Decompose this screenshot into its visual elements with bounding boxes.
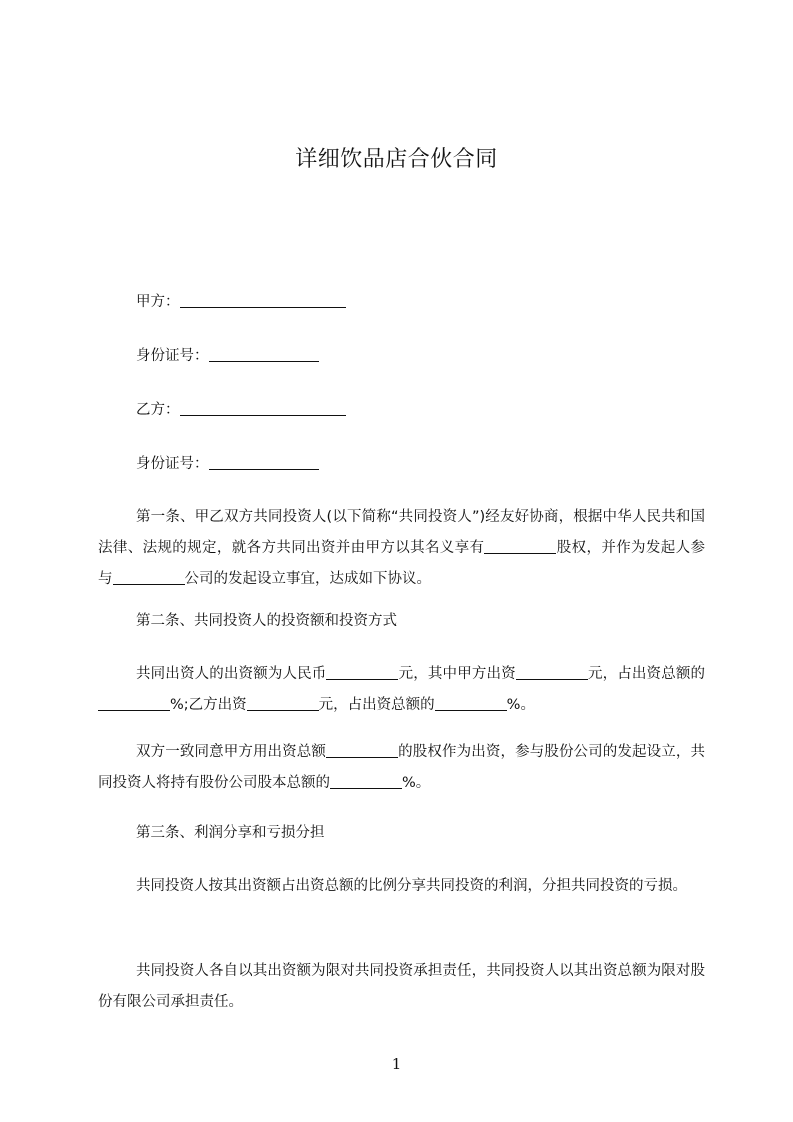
company-name-blank[interactable] bbox=[113, 570, 185, 585]
party-b-capital-blank[interactable] bbox=[247, 696, 319, 711]
article-1-paragraph bbox=[98, 502, 705, 595]
party-b-label: 乙方： bbox=[136, 402, 180, 418]
article-1-text-1: 第一条、甲乙双方共同投资人(以下简称“共同投资人”)经友好协商，根据中华人民共和国法律、法规的规定，就各方共同出资并由甲方以其名义享有 bbox=[98, 509, 705, 556]
equity-holder-blank[interactable] bbox=[484, 539, 556, 554]
article-3-paragraph-1: 共同投资人按其出资额占出资总额的比例分享共同投资的利润，分担共同投资的亏损。 bbox=[136, 878, 687, 894]
article-2-p1-text-5: 元，占出资总额的 bbox=[318, 697, 435, 713]
article-3-paragraph-2: 共同投资人各自以其出资额为限对共同投资承担责任，共同投资人以其出资总额为限对股份有限公司承担责任。 bbox=[98, 963, 705, 1010]
article-2-p2-text-3: %。 bbox=[402, 775, 431, 791]
party-b-id-field[interactable] bbox=[209, 455, 319, 470]
party-a-percent-blank[interactable] bbox=[98, 696, 170, 711]
article-1-text-2: 股权，并作为发起人参与 bbox=[98, 540, 706, 587]
article-2-p1-text-3: 元，占出资总额的 bbox=[587, 666, 706, 682]
party-a-id-field[interactable] bbox=[209, 347, 319, 362]
article-3-heading: 第三条、利润分享和亏损分担 bbox=[136, 825, 325, 841]
article-2-p2-text-2: 的股权作为出资，参与股份公司的发起设立，共同投资人将持有股份公司股本总额的 bbox=[98, 744, 705, 791]
article-2-p1-text-1: 共同出资人的出资额为人民币 bbox=[136, 666, 327, 682]
party-a-line bbox=[136, 292, 346, 312]
party-b-id-label: 身份证号： bbox=[136, 456, 209, 472]
article-2-p1-text-4: %;乙方出资 bbox=[170, 697, 247, 713]
article-2-paragraph-2 bbox=[98, 737, 705, 799]
party-b-line bbox=[136, 400, 346, 420]
article-2-p1-text-6: %。 bbox=[506, 697, 535, 713]
party-b-id-line bbox=[136, 454, 319, 474]
article-1-text-3: 公司的发起设立事宜，达成如下协议。 bbox=[184, 571, 431, 587]
article-2-heading: 第二条、共同投资人的投资额和投资方式 bbox=[136, 613, 397, 629]
party-b-field[interactable] bbox=[180, 401, 346, 416]
share-percent-blank[interactable] bbox=[330, 774, 402, 789]
party-a-field[interactable] bbox=[180, 293, 346, 308]
article-2-p1-text-2: 元，其中甲方出资 bbox=[398, 666, 516, 682]
party-b-percent-blank[interactable] bbox=[435, 696, 507, 711]
article-2-paragraph-1 bbox=[98, 659, 705, 721]
equity-contribution-blank[interactable] bbox=[326, 743, 398, 758]
party-a-id-label: 身份证号： bbox=[136, 348, 209, 364]
document-title: 详细饮品店合伙合同 bbox=[295, 147, 498, 172]
page-number: 1 bbox=[391, 1055, 402, 1073]
total-capital-blank[interactable] bbox=[326, 665, 398, 680]
party-a-id-line bbox=[136, 346, 319, 366]
article-2-p2-text-1: 双方一致同意甲方用出资总额 bbox=[136, 744, 327, 760]
party-a-capital-blank[interactable] bbox=[516, 665, 588, 680]
party-a-label: 甲方： bbox=[136, 294, 180, 310]
